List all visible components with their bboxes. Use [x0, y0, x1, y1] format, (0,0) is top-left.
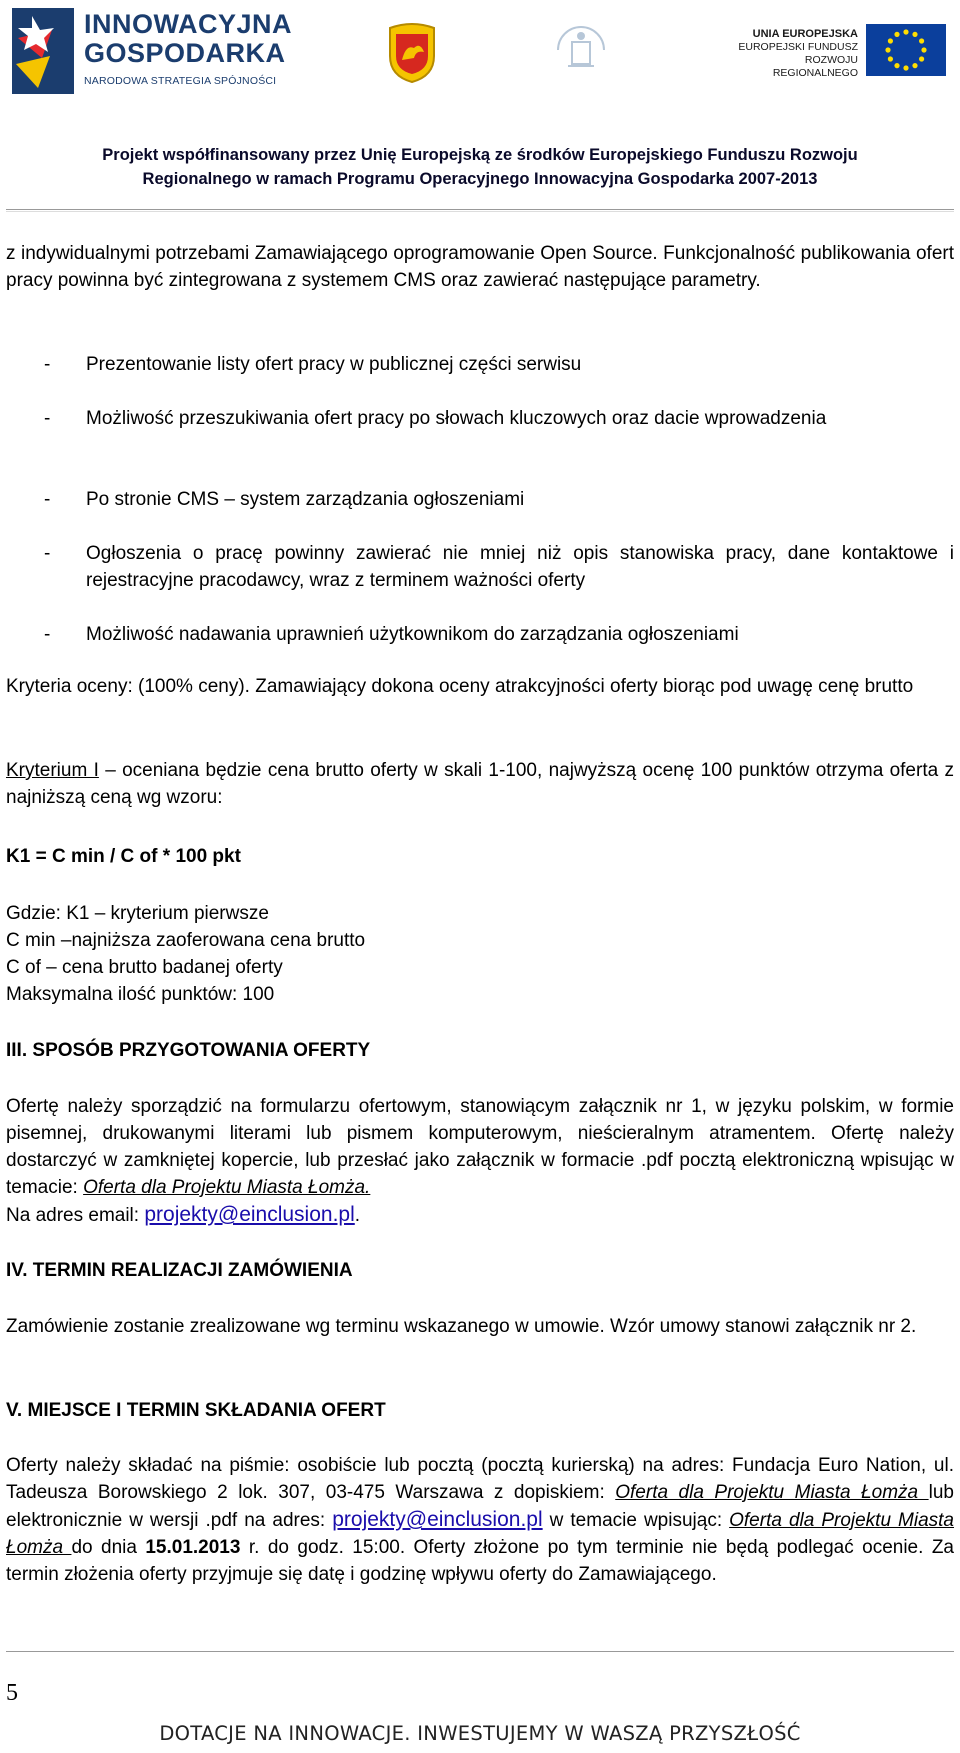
project-cofinancing-statement: Projekt współfinansowany przez Unię Europejską ze środków Europejskiego Funduszu Rozwoju Regionalnego w ramach Programu Operacyjnego Innowacyjna Gospodarka 2007-2013	[102, 146, 858, 188]
ig-flag-icon	[12, 8, 78, 98]
email-link[interactable]: projekty@einclusion.pl	[332, 1508, 543, 1531]
eu-logo-text: UNIA EUROPEJSKA EUROPEJSKI FUNDUSZ ROZWOJU REGIONALNEGO	[738, 28, 858, 79]
section4-paragraph: Zamówienie zostanie zrealizowane wg terminu wskazanego w umowie. Wzór umowy stanowi załącznik nr 2.	[6, 1316, 917, 1337]
ig-logo-subline: NARODOWA STRATEGIA SPÓJNOŚCI	[84, 75, 277, 87]
section3-paragraph: Ofertę należy sporządzić na formularzu ofertowym, stanowiącym załącznik nr 1, w języku polskim, w formie pisemnej, drukowanymi literami lub pismem komputerowym, nieścieralnym atramentem. Ofertę należy dostarczyć w zamkniętej kopercie, lub przesłać jako załącznik w formacie .pdf pocztą elektroniczną wpisując w temacie: Oferta dla Projektu Miasta Łomża. Na adres email: projekty@einclusion.pl.	[6, 1096, 954, 1226]
intro-paragraph: z indywidualnymi potrzebami Zamawiającego oprogramowanie Open Source. Funkcjonalność publikowania ofert pracy powinna być zintegrowana z systemem CMS oraz zawierać następujące parametry.	[6, 243, 954, 291]
footer-slogan: DOTACJE NA INNOWACJE. INWESTUJEMY W WASZĄ PRZYSZŁOŚĆ	[159, 1722, 801, 1745]
section4-heading: IV. TERMIN REALIZACJI ZAMÓWIENIA	[6, 1260, 353, 1281]
header-divider	[6, 209, 954, 210]
email-link[interactable]: projekty@einclusion.pl	[144, 1203, 355, 1226]
subject-text: Oferta dla Projektu Miasta Łomża.	[83, 1177, 371, 1198]
formula: K1 = C min / C of * 100 pkt	[6, 846, 241, 867]
footer-divider	[6, 1651, 954, 1652]
subject-text: Oferta dla Projektu Miasta Łomża	[615, 1482, 929, 1503]
eu-logo	[718, 24, 948, 79]
deadline-date: 15.01.2013	[145, 1537, 241, 1558]
formula-legend: Gdzie: K1 – kryterium pierwsze C min –najniższa zaoferowana cena brutto C of – cena brutto badanej oferty Maksymalna ilość punktów: 100	[6, 903, 366, 1005]
criterion-paragraph: Kryterium I – oceniana będzie cena brutto oferty w skali 1-100, najwyższą ocenę 100 punktów otrzyma oferta z najniższą ceną wg wzoru:	[6, 760, 954, 808]
section3-heading: III. SPOSÓB PRZYGOTOWANIA OFERTY	[6, 1040, 371, 1061]
section5-paragraph: Oferty należy składać na piśmie: osobiście lub pocztą (pocztą kurierską) na adres: Fundacja Euro Nation, ul. Tadeusza Borowskiego 2 lok. 307, 03-475 Warszawa z dopiskiem: Oferta dla Projektu Miasta Łomża lub elektronicznie w wersji .pdf na adres: projekty@einclusion.pl w temacie wpisując: Oferta dla Projektu Miasta Łomża do dnia 15.01.2013 r. do godz. 15:00. Oferty złożone po tym terminie nie będą podlegać ocenie. Za termin złożenia oferty przyjmuje się datę i godzinę wpływu oferty do Zamawiającego.	[6, 1455, 955, 1585]
page-number: 5	[6, 1680, 18, 1706]
lomza-coat-of-arms-icon	[386, 22, 438, 84]
criterion-label: Kryterium I	[6, 760, 99, 781]
innowacyjna-gospodarka-logo	[12, 8, 292, 98]
subject-text: Oferta dla Projektu Miasta Łomża	[6, 1510, 955, 1558]
criteria-paragraph: Kryteria oceny: (100% ceny). Zamawiający dokona oceny atrakcyjności oferty biorąc pod uwagę cenę brutto	[6, 676, 914, 697]
document-header	[0, 0, 960, 215]
eu-flag-icon	[866, 24, 946, 76]
section5-heading: V. MIEJSCE I TERMIN SKŁADANIA OFERT	[6, 1400, 386, 1421]
euro-nation-foundation-logo	[550, 20, 612, 78]
ig-logo-text: INNOWACYJNA GOSPODARKA	[84, 9, 293, 68]
